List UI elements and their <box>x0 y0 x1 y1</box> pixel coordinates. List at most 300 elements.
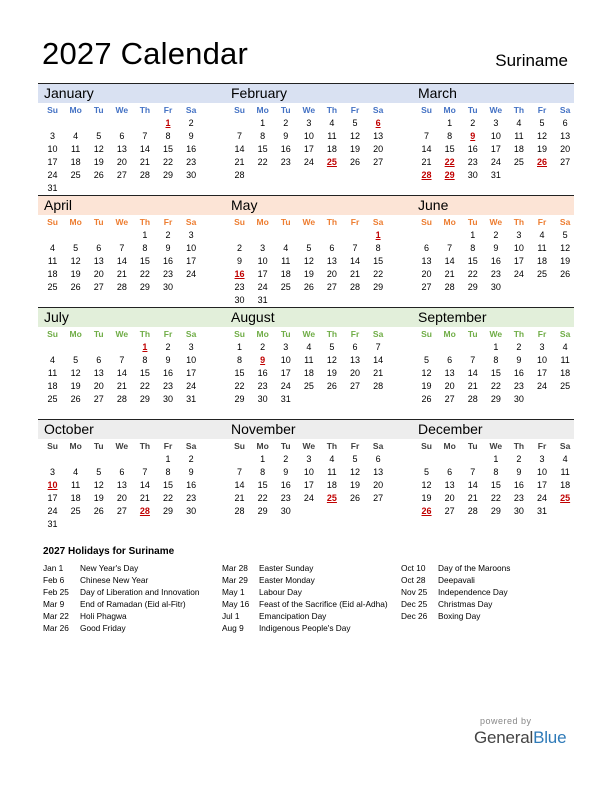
holiday-date: Dec 25 <box>401 599 428 609</box>
calendar-day: 20 <box>421 269 432 279</box>
calendar-day: 4 <box>50 355 56 365</box>
calendar-day: 12 <box>350 131 361 141</box>
weekday-header: Fr <box>163 441 173 451</box>
calendar-day: 7 <box>119 243 125 253</box>
calendar-day: 23 <box>186 493 197 503</box>
calendar-day: 20 <box>560 144 571 154</box>
calendar-day: 17 <box>280 368 291 378</box>
calendar-day: 24 <box>513 269 524 279</box>
calendar-day: 15 <box>257 144 268 154</box>
weekday-header: Su <box>421 329 432 339</box>
weekday-header: We <box>489 441 503 451</box>
calendar-day: 14 <box>373 355 384 365</box>
holiday-name: Day of the Maroons <box>438 563 511 573</box>
calendar-day: 1 <box>493 454 499 464</box>
calendar-day: 11 <box>327 131 337 141</box>
empty-day <box>133 453 156 466</box>
calendar-day: 28 <box>234 506 245 516</box>
calendar-day: 26 <box>350 493 361 503</box>
calendar-day: 18 <box>537 256 548 266</box>
holiday-day: 1 <box>375 230 381 240</box>
weekday-header: Tu <box>280 105 291 115</box>
calendar-day: 6 <box>424 243 430 253</box>
calendar-day: 31 <box>280 394 291 404</box>
weekday-header: Sa <box>185 217 197 227</box>
holiday-day: 16 <box>234 269 245 279</box>
month-november <box>225 420 387 518</box>
calendar-day: 29 <box>163 506 174 516</box>
weekday-header: Sa <box>185 441 197 451</box>
calendar-day: 5 <box>329 342 335 352</box>
calendar-day: 31 <box>490 170 501 180</box>
calendar-day: 5 <box>424 467 430 477</box>
calendar-day: 20 <box>373 480 384 490</box>
calendar-day: 16 <box>513 368 524 378</box>
calendar-day: 8 <box>375 243 381 253</box>
calendar-day: 31 <box>186 394 197 404</box>
calendar-day: 26 <box>303 282 314 292</box>
generalblue-logo[interactable] <box>474 728 566 748</box>
calendar-day: 21 <box>421 157 432 167</box>
month-days-grid <box>225 327 387 406</box>
month-name: January <box>44 85 94 101</box>
weekday-header: Su <box>421 217 432 227</box>
calendar-day: 20 <box>116 157 127 167</box>
calendar-day: 25 <box>70 506 81 516</box>
calendar-day: 18 <box>560 368 571 378</box>
weekday-header: We <box>115 217 129 227</box>
empty-day <box>438 453 461 466</box>
weekday-header: Fr <box>537 105 547 115</box>
calendar-day: 25 <box>47 394 58 404</box>
holiday-day: 25 <box>326 157 337 167</box>
calendar-day: 24 <box>186 269 197 279</box>
calendar-day: 29 <box>257 506 268 516</box>
calendar-day: 13 <box>116 144 127 154</box>
weekday-header: Th <box>139 329 151 339</box>
weekday-header: Fr <box>350 217 360 227</box>
calendar-day: 2 <box>237 243 243 253</box>
holiday-item <box>43 574 218 586</box>
calendar-day: 26 <box>350 157 361 167</box>
calendar-day: 15 <box>163 144 174 154</box>
weekday-header: Th <box>326 105 338 115</box>
holiday-day: 9 <box>260 355 266 365</box>
month-february <box>225 84 387 182</box>
weekday-header: Th <box>513 329 525 339</box>
weekday-header: Su <box>234 441 245 451</box>
country-name: Suriname <box>495 51 568 70</box>
calendar-day: 25 <box>560 381 571 391</box>
calendar-day: 7 <box>237 131 243 141</box>
calendar-day: 21 <box>234 157 245 167</box>
weekday-header: Sa <box>559 217 571 227</box>
calendar-day: 4 <box>73 467 79 477</box>
holidays-column <box>43 562 218 634</box>
weekday-header: Mo <box>256 329 269 339</box>
holiday-day: 26 <box>537 157 548 167</box>
calendar-day: 16 <box>513 480 524 490</box>
weekday-header: Th <box>326 329 338 339</box>
calendar-day: 4 <box>73 131 79 141</box>
empty-day <box>110 117 133 130</box>
calendar-day: 22 <box>467 269 478 279</box>
calendar-day: 14 <box>234 480 245 490</box>
calendar-day: 23 <box>234 282 245 292</box>
holiday-name: Day of Liberation and Innovation <box>80 587 200 597</box>
empty-day <box>415 117 438 130</box>
calendar-day: 24 <box>47 170 58 180</box>
calendar-day: 3 <box>306 118 312 128</box>
holiday-item <box>401 586 576 598</box>
calendar-day: 16 <box>163 256 174 266</box>
weekday-header: Tu <box>93 329 104 339</box>
calendar-day: 23 <box>467 157 478 167</box>
calendar-day: 6 <box>96 243 102 253</box>
weekday-header: Mo <box>443 441 456 451</box>
calendar-day: 28 <box>350 282 361 292</box>
calendar-day: 8 <box>237 355 243 365</box>
weekday-header: Fr <box>537 441 547 451</box>
weekday-header: Th <box>139 217 151 227</box>
calendar-day: 30 <box>163 394 174 404</box>
holiday-name: Indigenous People's Day <box>259 623 351 633</box>
holiday-item <box>222 574 397 586</box>
empty-day <box>415 229 438 242</box>
calendar-day: 25 <box>537 269 548 279</box>
month-days-grid <box>412 103 574 182</box>
holidays-column <box>401 562 576 622</box>
calendar-day: 20 <box>93 269 104 279</box>
holiday-name: New Year's Day <box>80 563 139 573</box>
calendar-day: 19 <box>350 480 361 490</box>
empty-day <box>228 229 251 242</box>
weekday-header: Mo <box>256 105 269 115</box>
holiday-date: Oct 10 <box>401 563 426 573</box>
calendar-day: 4 <box>329 118 335 128</box>
calendar-day: 1 <box>447 118 453 128</box>
calendar-day: 23 <box>513 381 524 391</box>
month-december <box>412 420 574 518</box>
calendar-day: 25 <box>280 282 291 292</box>
brand-blue: Blue <box>533 728 567 747</box>
calendar-day: 20 <box>116 493 127 503</box>
holiday-name: Good Friday <box>80 623 126 633</box>
calendar-day: 25 <box>70 170 81 180</box>
calendar-day: 31 <box>47 519 58 529</box>
calendar-day: 1 <box>260 118 266 128</box>
calendar-day: 1 <box>165 454 171 464</box>
month-april <box>38 196 200 294</box>
calendar-day: 6 <box>96 355 102 365</box>
calendar-day: 7 <box>424 131 430 141</box>
calendar-day: 13 <box>373 467 384 477</box>
calendar-day: 19 <box>70 381 81 391</box>
calendar-day: 29 <box>139 282 150 292</box>
weekday-header: Mo <box>443 217 456 227</box>
holiday-day: 26 <box>421 506 432 516</box>
calendar-day: 16 <box>186 480 197 490</box>
weekday-header: Fr <box>163 217 173 227</box>
calendar-day: 2 <box>260 342 266 352</box>
calendar-day: 16 <box>280 480 291 490</box>
calendar-day: 27 <box>373 493 384 503</box>
weekday-header: Sa <box>559 105 571 115</box>
calendar-day: 13 <box>93 256 104 266</box>
calendar-day: 11 <box>70 480 81 490</box>
holiday-name: Independence Day <box>438 587 508 597</box>
calendar-day: 30 <box>513 506 524 516</box>
calendar-day: 9 <box>516 467 522 477</box>
weekday-header: Mo <box>69 329 82 339</box>
calendar-day: 28 <box>116 394 127 404</box>
calendar-day: 24 <box>537 493 548 503</box>
calendar-day: 30 <box>280 506 291 516</box>
calendar-day: 19 <box>326 368 337 378</box>
calendar-day: 27 <box>373 157 384 167</box>
calendar-day: 17 <box>490 144 501 154</box>
calendar-day: 10 <box>47 144 58 154</box>
holiday-date: Feb 25 <box>43 587 69 597</box>
calendar-day: 11 <box>47 368 58 378</box>
empty-day <box>110 341 133 354</box>
calendar-day: 17 <box>537 368 548 378</box>
holiday-day: 1 <box>142 342 148 352</box>
calendar-day: 10 <box>513 243 524 253</box>
calendar-day: 4 <box>50 243 56 253</box>
calendar-day: 2 <box>188 454 194 464</box>
holiday-date: May 16 <box>222 599 250 609</box>
calendar-day: 9 <box>188 467 194 477</box>
calendar-day: 24 <box>303 157 314 167</box>
calendar-day: 30 <box>186 506 197 516</box>
calendar-day: 22 <box>257 493 268 503</box>
month-june <box>412 196 574 294</box>
calendar-day: 7 <box>375 342 381 352</box>
calendar-day: 30 <box>163 282 174 292</box>
calendar-day: 7 <box>470 467 476 477</box>
calendar-day: 19 <box>421 493 432 503</box>
calendar-day: 4 <box>306 342 312 352</box>
calendar-day: 8 <box>447 131 453 141</box>
calendar-day: 20 <box>93 381 104 391</box>
month-days-grid <box>38 327 200 406</box>
calendar-day: 27 <box>93 282 104 292</box>
empty-day <box>274 229 297 242</box>
holiday-day: 25 <box>326 493 337 503</box>
calendar-day: 27 <box>444 506 455 516</box>
calendar-day: 15 <box>373 256 384 266</box>
weekday-header: Sa <box>185 105 197 115</box>
weekday-header: Fr <box>350 329 360 339</box>
weekday-header: Mo <box>256 217 269 227</box>
calendar-day: 10 <box>186 243 197 253</box>
holiday-item <box>401 574 576 586</box>
calendar-day: 30 <box>490 282 501 292</box>
calendar-day: 25 <box>303 381 314 391</box>
weekday-header: Tu <box>93 105 104 115</box>
calendar-day: 14 <box>234 144 245 154</box>
month-name: December <box>418 421 483 437</box>
calendar-day: 6 <box>119 131 125 141</box>
calendar-day: 17 <box>47 157 58 167</box>
calendar-day: 26 <box>421 394 432 404</box>
weekday-header: Sa <box>372 217 384 227</box>
calendar-day: 13 <box>93 368 104 378</box>
calendar-day: 7 <box>142 467 148 477</box>
calendar-day: 7 <box>119 355 125 365</box>
calendar-day: 11 <box>560 467 570 477</box>
weekday-header: Su <box>421 441 432 451</box>
weekday-header: Su <box>421 105 432 115</box>
calendar-day: 3 <box>188 230 194 240</box>
calendar-day: 13 <box>350 355 361 365</box>
calendar-day: 13 <box>560 131 571 141</box>
empty-day <box>297 229 320 242</box>
holiday-name: Easter Monday <box>259 575 315 585</box>
calendar-day: 24 <box>280 381 291 391</box>
weekday-header: Tu <box>467 329 478 339</box>
calendar-day: 10 <box>490 131 501 141</box>
empty-day <box>415 341 438 354</box>
weekday-header: Th <box>513 441 525 451</box>
calendar-day: 14 <box>116 256 127 266</box>
calendar-day: 6 <box>352 342 358 352</box>
empty-day <box>87 229 110 242</box>
calendar-day: 26 <box>70 282 81 292</box>
empty-day <box>133 117 156 130</box>
calendar-day: 14 <box>421 144 432 154</box>
calendar-day: 7 <box>352 243 358 253</box>
calendar-day: 27 <box>421 282 432 292</box>
calendar-day: 25 <box>513 157 524 167</box>
calendar-day: 27 <box>93 394 104 404</box>
weekday-header: Tu <box>467 217 478 227</box>
calendar-day: 5 <box>73 355 79 365</box>
calendar-day: 8 <box>493 355 499 365</box>
weekday-header: Su <box>234 217 245 227</box>
calendar-day: 19 <box>303 269 314 279</box>
weekday-header: We <box>302 217 316 227</box>
weekday-header: Fr <box>537 329 547 339</box>
calendar-day: 5 <box>73 243 79 253</box>
calendar-day: 18 <box>70 493 81 503</box>
calendar-day: 19 <box>70 269 81 279</box>
calendar-day: 11 <box>47 256 58 266</box>
calendar-day: 21 <box>350 269 361 279</box>
holiday-day: 6 <box>375 118 381 128</box>
calendar-day: 30 <box>513 394 524 404</box>
month-days-grid <box>38 439 200 531</box>
weekday-header: Sa <box>372 441 384 451</box>
empty-day <box>41 453 64 466</box>
calendar-day: 22 <box>139 269 150 279</box>
calendar-day: 27 <box>444 394 455 404</box>
month-may <box>225 196 387 307</box>
month-name: February <box>231 85 288 101</box>
weekday-header: Mo <box>443 105 456 115</box>
calendar-day: 19 <box>537 144 548 154</box>
calendar-day: 2 <box>283 118 289 128</box>
calendar-day: 12 <box>93 144 104 154</box>
holiday-day: 28 <box>139 506 150 516</box>
month-september <box>412 308 574 406</box>
month-days-grid <box>225 439 387 518</box>
holiday-item <box>43 622 218 634</box>
weekday-header: Su <box>234 105 245 115</box>
empty-day <box>461 341 484 354</box>
holiday-name: Deepavali <box>438 575 475 585</box>
calendar-day: 15 <box>490 368 501 378</box>
holiday-day: 1 <box>165 118 171 128</box>
weekday-header: Mo <box>256 441 269 451</box>
calendar-day: 21 <box>373 368 384 378</box>
calendar-day: 8 <box>142 243 148 253</box>
weekday-header: We <box>489 217 503 227</box>
calendar-day: 21 <box>234 493 245 503</box>
holiday-name: Feast of the Sacrifice (Eid al-Adha) <box>259 599 388 609</box>
weekday-header: Th <box>139 441 151 451</box>
calendar-day: 29 <box>373 282 384 292</box>
calendar-day: 9 <box>516 355 522 365</box>
weekday-header: Sa <box>185 329 197 339</box>
calendar-day: 18 <box>47 381 58 391</box>
calendar-day: 28 <box>116 282 127 292</box>
calendar-day: 9 <box>283 131 289 141</box>
weekday-header: Su <box>47 105 58 115</box>
calendar-day: 14 <box>116 368 127 378</box>
calendar-day: 26 <box>93 506 104 516</box>
calendar-day: 22 <box>163 157 174 167</box>
month-name: October <box>44 421 94 437</box>
calendar-day: 15 <box>139 368 150 378</box>
weekday-header: Th <box>326 217 338 227</box>
calendar-day: 21 <box>467 493 478 503</box>
calendar-day: 4 <box>283 243 289 253</box>
holiday-date: Oct 28 <box>401 575 426 585</box>
month-name: November <box>231 421 296 437</box>
calendar-day: 23 <box>490 269 501 279</box>
calendar-day: 13 <box>326 256 337 266</box>
calendar-day: 27 <box>116 170 127 180</box>
holiday-item <box>222 598 397 610</box>
weekday-header: Mo <box>69 105 82 115</box>
calendar-day: 17 <box>303 480 314 490</box>
holiday-item <box>43 598 218 610</box>
calendar-day: 30 <box>467 170 478 180</box>
holiday-date: Mar 28 <box>222 563 248 573</box>
holidays-heading: 2027 Holidays for Suriname <box>43 546 175 557</box>
month-days-grid <box>412 215 574 294</box>
calendar-day: 22 <box>373 269 384 279</box>
calendar-day: 18 <box>326 480 337 490</box>
month-days-grid <box>38 215 200 294</box>
calendar-day: 2 <box>165 342 171 352</box>
calendar-day: 21 <box>116 269 127 279</box>
calendar-day: 4 <box>516 118 522 128</box>
calendar-day: 24 <box>257 282 268 292</box>
weekday-header: Tu <box>93 441 104 451</box>
calendar-day: 21 <box>116 381 127 391</box>
month-july <box>38 308 200 406</box>
calendar-day: 5 <box>539 118 545 128</box>
calendar-day: 2 <box>188 118 194 128</box>
calendar-day: 11 <box>514 131 524 141</box>
month-days-grid <box>38 103 200 195</box>
calendar-day: 8 <box>165 467 171 477</box>
holiday-item <box>401 610 576 622</box>
calendar-day: 21 <box>139 493 150 503</box>
